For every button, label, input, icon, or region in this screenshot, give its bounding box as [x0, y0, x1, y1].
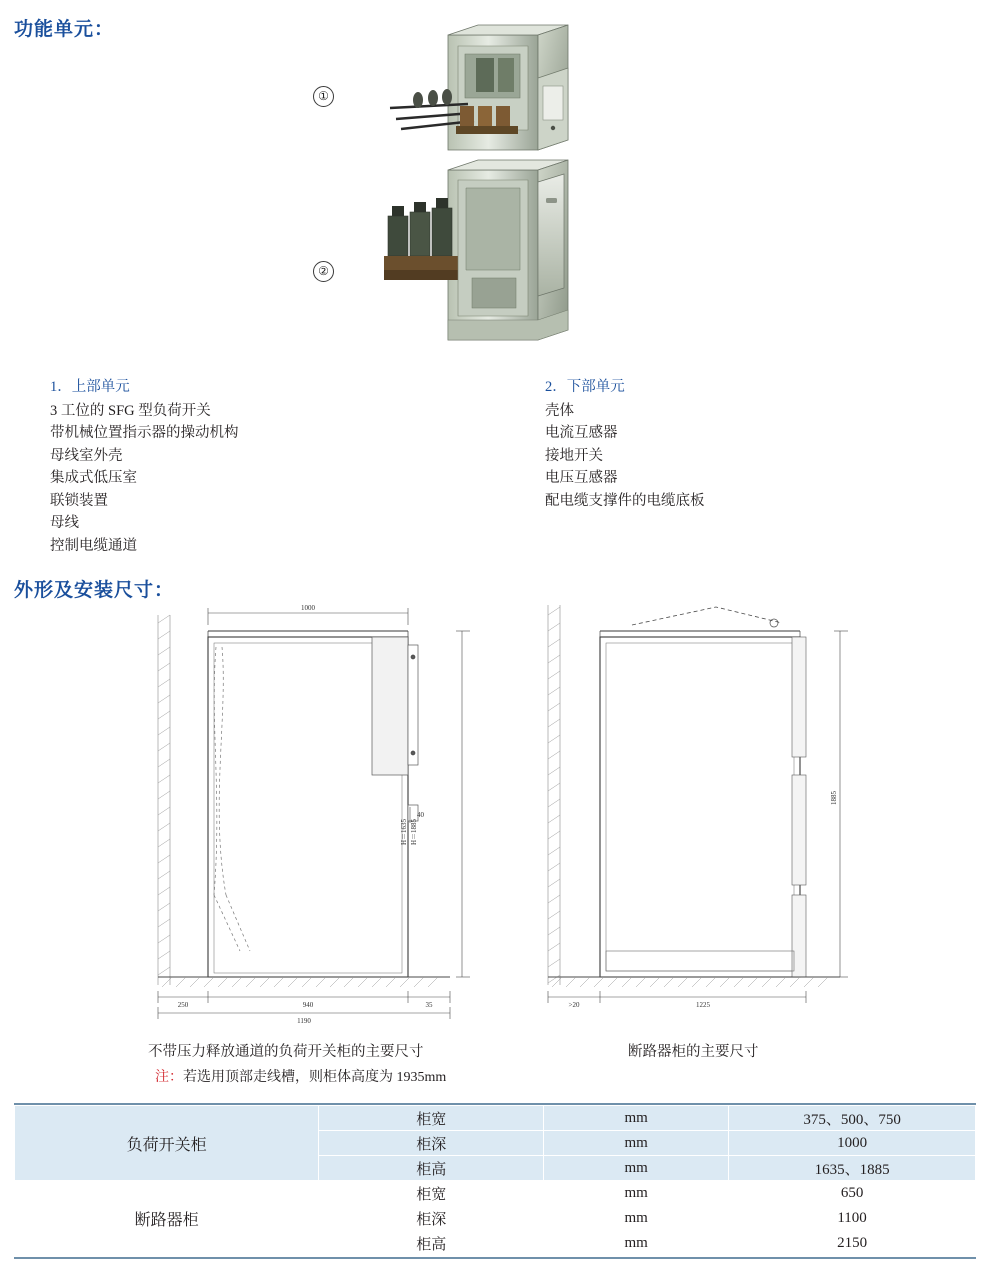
- note-line: [155, 1066, 446, 1086]
- callout-marker-2: ②: [313, 261, 334, 282]
- list-item: 母线室外壳: [50, 447, 123, 464]
- product-illustration: [300, 20, 700, 375]
- row-parameter: 柜深: [319, 1131, 544, 1156]
- dim-label-940: 940: [302, 1001, 314, 1009]
- table-bottom-rule: [14, 1257, 976, 1259]
- dim-label-1225: 1225: [696, 1001, 710, 1009]
- legend-upper-title: 1．上部单元: [50, 379, 130, 395]
- legend-lower-unit: [545, 376, 945, 512]
- dim-label-gap: >20: [568, 1001, 580, 1009]
- list-item: 控制电缆通道: [50, 537, 137, 554]
- note-label: 注：: [155, 1070, 183, 1085]
- dim-label-250: 250: [177, 1001, 189, 1009]
- callout-marker-1: ①: [313, 86, 334, 107]
- dimension-drawing-breaker: [520, 595, 890, 1020]
- row-unit: mm: [544, 1156, 729, 1181]
- legend-lower-title: 2．下部单元: [545, 379, 625, 395]
- row-parameter: 柜高: [319, 1156, 544, 1181]
- list-item: 配电缆支撑件的电缆底板: [545, 492, 705, 509]
- dim-label-top: 1000: [301, 604, 315, 612]
- row-value: 1100: [729, 1206, 976, 1231]
- list-item: 电流互感器: [545, 425, 618, 441]
- row-value: 2150: [729, 1231, 976, 1256]
- dimension-drawing-load-switch: [110, 595, 500, 1025]
- list-item: 接地开关: [545, 447, 603, 464]
- list-item: 母线: [50, 515, 79, 531]
- row-value: 1000: [729, 1131, 976, 1156]
- row-unit: mm: [544, 1106, 729, 1131]
- list-item: 3 工位的 SFG 型负荷开关: [50, 402, 211, 419]
- list-item: 集成式低压室: [50, 470, 137, 486]
- row-parameter: 柜深: [319, 1206, 544, 1231]
- dim-label-height-right: 1885: [830, 791, 838, 805]
- switchgear-cabinet-drawing: [300, 20, 700, 375]
- row-unit: mm: [544, 1181, 729, 1206]
- dim-label-1190: 1190: [297, 1017, 311, 1025]
- row-parameter: 柜宽: [319, 1106, 544, 1131]
- legend-lower-list: [545, 400, 945, 513]
- dim-label-h1: H＝1635: [400, 818, 408, 845]
- caption-breaker-drawing: 断路器柜的主要尺寸: [628, 1044, 759, 1060]
- specification-table: [14, 1105, 976, 1256]
- row-value: 650: [729, 1181, 976, 1206]
- list-item: 壳体: [545, 402, 574, 419]
- row-parameter: 柜宽: [319, 1181, 544, 1206]
- row-unit: mm: [544, 1206, 729, 1231]
- row-group-name: 负荷开关柜: [15, 1106, 319, 1181]
- note-text: 若选用顶部走线槽，则柜体高度为 1935mm: [183, 1070, 447, 1085]
- list-item: 电压互感器: [545, 470, 618, 486]
- row-value: 1635、1885: [729, 1156, 976, 1181]
- row-unit: mm: [544, 1231, 729, 1256]
- legend-upper-list: [50, 400, 480, 558]
- row-unit: mm: [544, 1131, 729, 1156]
- dim-label-40: 40: [417, 811, 424, 819]
- legend-upper-unit: [50, 376, 480, 557]
- dim-label-h2: H＝1885: [410, 818, 418, 845]
- table-row: [15, 1181, 976, 1206]
- section-heading-functional-unit: 功能单元：: [14, 19, 115, 40]
- row-parameter: 柜高: [319, 1231, 544, 1256]
- table-row: [15, 1106, 976, 1131]
- list-item: 带机械位置指示器的操动机构: [50, 425, 239, 441]
- section-heading-dimensions: 外形及安装尺寸：: [14, 580, 175, 601]
- list-item: 联锁装置: [50, 492, 108, 509]
- dim-label-35: 35: [425, 1001, 433, 1009]
- caption-load-switch-drawing: 不带压力释放通道的负荷开关柜的主要尺寸: [148, 1044, 424, 1060]
- row-group-name: 断路器柜: [15, 1181, 319, 1256]
- row-value: 375、500、750: [729, 1106, 976, 1131]
